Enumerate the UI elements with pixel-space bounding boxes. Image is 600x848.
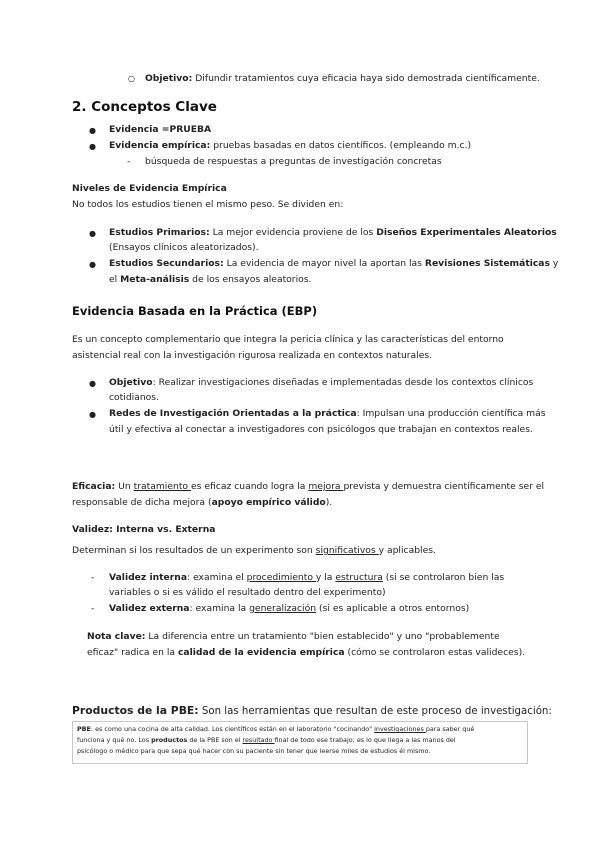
investigaciones-underlined: investigaciones bbox=[374, 725, 426, 733]
disenos-bold: Diseños Experimentales Aleatorios bbox=[376, 227, 557, 238]
validez-interna-line2: variables o si es válido el resultado dentro del experimento) bbox=[109, 587, 386, 598]
evidencia-empirica-text: pruebas basadas en datos científicos. (empleando m.c.) bbox=[210, 140, 472, 151]
secundarios-line1 bbox=[109, 258, 558, 270]
pbe-l2c: final de todo ese trabajo; es lo que llega a las manos del bbox=[274, 736, 456, 744]
dash-marker: - bbox=[127, 156, 131, 167]
eficacia-t1: Un bbox=[115, 481, 134, 492]
tratamiento-underlined: tratamiento bbox=[133, 481, 191, 492]
eficacia-line1 bbox=[72, 481, 544, 493]
estructura-underlined: estructura bbox=[335, 572, 383, 583]
validez-intro bbox=[72, 545, 436, 557]
eficacia-t2: es eficaz cuando logra la bbox=[190, 481, 309, 492]
eficacia-label: Eficacia: bbox=[72, 481, 116, 492]
generalizacion-underlined: generalización bbox=[249, 603, 317, 614]
redes-line1 bbox=[109, 408, 546, 420]
bullet-icon: ● bbox=[89, 260, 96, 269]
validez-interna-label: Validez interna bbox=[109, 572, 188, 583]
productos-text: Son las herramientas que resultan de este proceso de investigación: bbox=[198, 706, 552, 717]
secundarios-text: La evidencia de mayor nivel la aportan las bbox=[223, 258, 425, 269]
ebp-paragraph-line2: asistencial real con la investigación rigurosa realizada en contextos naturales. bbox=[72, 350, 433, 361]
busqueda-text: búsqueda de respuestas a preguntas de investigación concretas bbox=[145, 156, 442, 167]
pbe-l2a: funciona y qué no. Los bbox=[77, 736, 152, 744]
vi-t1: : examina el bbox=[187, 572, 247, 583]
redes-label: Redes de Investigación Orientadas a la práctica bbox=[109, 408, 357, 419]
hollow-bullet-icon: ○ bbox=[128, 74, 135, 83]
eficacia-line2 bbox=[72, 497, 332, 509]
nota-clave-label: Nota clave: bbox=[87, 631, 146, 642]
objetivo-text: Difundir tratamientos cuya eficacia haya sido demostrada científicamente. bbox=[192, 73, 540, 84]
nota-l2b: (cómo se controlaron estas valideces). bbox=[344, 647, 526, 658]
validez-title: Validez: Interna vs. Externa bbox=[72, 524, 216, 535]
ebp-objetivo-line2: cotidianos. bbox=[109, 392, 159, 403]
resultado-underlined: resultado bbox=[242, 736, 275, 744]
niveles-title: Niveles de Evidencia Empírica bbox=[72, 183, 227, 194]
secundarios-label: Estudios Secundarios: bbox=[109, 258, 224, 269]
bullet-icon: ● bbox=[89, 410, 96, 419]
pbe-box-line2 bbox=[77, 736, 456, 746]
meta-analisis-bold: Meta-análisis bbox=[120, 274, 190, 285]
secundarios-text-end: y bbox=[549, 258, 559, 269]
calidad-evidencia-bold: calidad de la evidencia empírica bbox=[177, 647, 345, 658]
primarios-line1 bbox=[109, 227, 557, 239]
validez-externa-label: Validez externa bbox=[109, 603, 190, 614]
bullet-icon: ● bbox=[89, 126, 96, 135]
secundarios-line2 bbox=[109, 274, 311, 286]
ve-t2: (si es aplicable a otros entornos) bbox=[316, 603, 470, 614]
pbe-l1a: : es como una cocina de alta calidad. Los científicos están en el laboratorio "cocinando" bbox=[90, 725, 375, 733]
evidencia-empirica-label: Evidencia empírica: bbox=[109, 140, 211, 151]
dash-marker: - bbox=[91, 603, 95, 614]
validez-interna-line1 bbox=[109, 572, 504, 584]
bullet-icon: ● bbox=[89, 142, 96, 151]
objetivo-label: Objetivo: bbox=[145, 73, 193, 84]
redes-line2: útil y efectiva al conectar a investigadores con psicólogos que trabajan en contextos reales. bbox=[109, 424, 533, 435]
ve-t1: : examina la bbox=[189, 603, 250, 614]
significativos-underlined: significativos bbox=[315, 545, 379, 556]
sec-line2-b: de los ensayos aleatorios. bbox=[189, 274, 312, 285]
eficacia-t3: prevista y demuestra científicamente ser el bbox=[343, 481, 545, 492]
validez-externa-line bbox=[109, 603, 469, 615]
pbe-l1b: para saber qué bbox=[425, 725, 475, 733]
nota-clave-t1: La diferencia entre un tratamiento "bien establecido" y uno "probablemente bbox=[145, 631, 500, 642]
sec-line2-a: el bbox=[109, 274, 121, 285]
eficacia-l2b: ). bbox=[325, 497, 333, 508]
validez-intro-a: Determinan si los resultados de un experimento son bbox=[72, 545, 316, 556]
evidencia-prueba: Evidencia =PRUEBA bbox=[109, 124, 212, 135]
productos-title: Productos de la PBE: bbox=[72, 704, 199, 717]
apoyo-empirico-bold: apoyo empírico válido bbox=[211, 497, 326, 508]
ebp-objetivo-line1 bbox=[109, 377, 533, 389]
primarios-text: La mejor evidencia proviene de los bbox=[209, 227, 377, 238]
pbe-box-line3: psicólogo o médico para que sepa qué hacer con su paciente sin tener que leerse miles de estudios él mismo. bbox=[77, 747, 431, 755]
objetivo-line bbox=[145, 73, 540, 85]
eficacia-l2a: responsable de dicha mejora ( bbox=[72, 497, 212, 508]
bullet-icon: ● bbox=[89, 229, 96, 238]
validez-intro-b: y aplicables. bbox=[378, 545, 436, 556]
pbe-box-line1 bbox=[77, 725, 474, 735]
dash-marker: - bbox=[91, 572, 95, 583]
procedimiento-underlined: procedimiento bbox=[246, 572, 316, 583]
revisiones-bold: Revisiones Sistemáticas bbox=[424, 258, 550, 269]
primarios-label: Estudios Primarios: bbox=[109, 227, 210, 238]
productos-line bbox=[72, 704, 552, 718]
ebp-objetivo-label: Objetivo bbox=[109, 377, 153, 388]
nota-clave-line1 bbox=[87, 631, 500, 643]
bullet-icon: ● bbox=[89, 379, 96, 388]
section-title-conceptos: 2. Conceptos Clave bbox=[72, 99, 217, 115]
vi-t3: (si se controlaron bien las bbox=[382, 572, 505, 583]
ebp-objetivo-text: : Realizar investigaciones diseñadas e implementadas desde los contextos clínicos bbox=[152, 377, 534, 388]
pbe-l2b: de la PBE son el bbox=[187, 736, 243, 744]
vi-t2: y la bbox=[315, 572, 336, 583]
primarios-line2: (Ensayos clínicos aleatorizados). bbox=[109, 242, 259, 253]
evidencia-empirica-line bbox=[109, 140, 471, 152]
productos-bold: productos bbox=[151, 736, 188, 744]
ebp-title: Evidencia Basada en la Práctica (EBP) bbox=[72, 304, 318, 318]
nota-l2a: eficaz" radica en la bbox=[87, 647, 178, 658]
redes-text: : Impulsan una producción científica más bbox=[356, 408, 546, 419]
pbe-label: PBE bbox=[77, 725, 91, 733]
pbe-note-box bbox=[72, 721, 528, 764]
mejora-underlined: mejora bbox=[308, 481, 344, 492]
niveles-intro: No todos los estudios tienen el mismo peso. Se dividen en: bbox=[72, 199, 344, 210]
nota-clave-line2 bbox=[87, 647, 525, 659]
ebp-paragraph-line1: Es un concepto complementario que integra la pericia clínica y las características del entorno bbox=[72, 334, 504, 345]
